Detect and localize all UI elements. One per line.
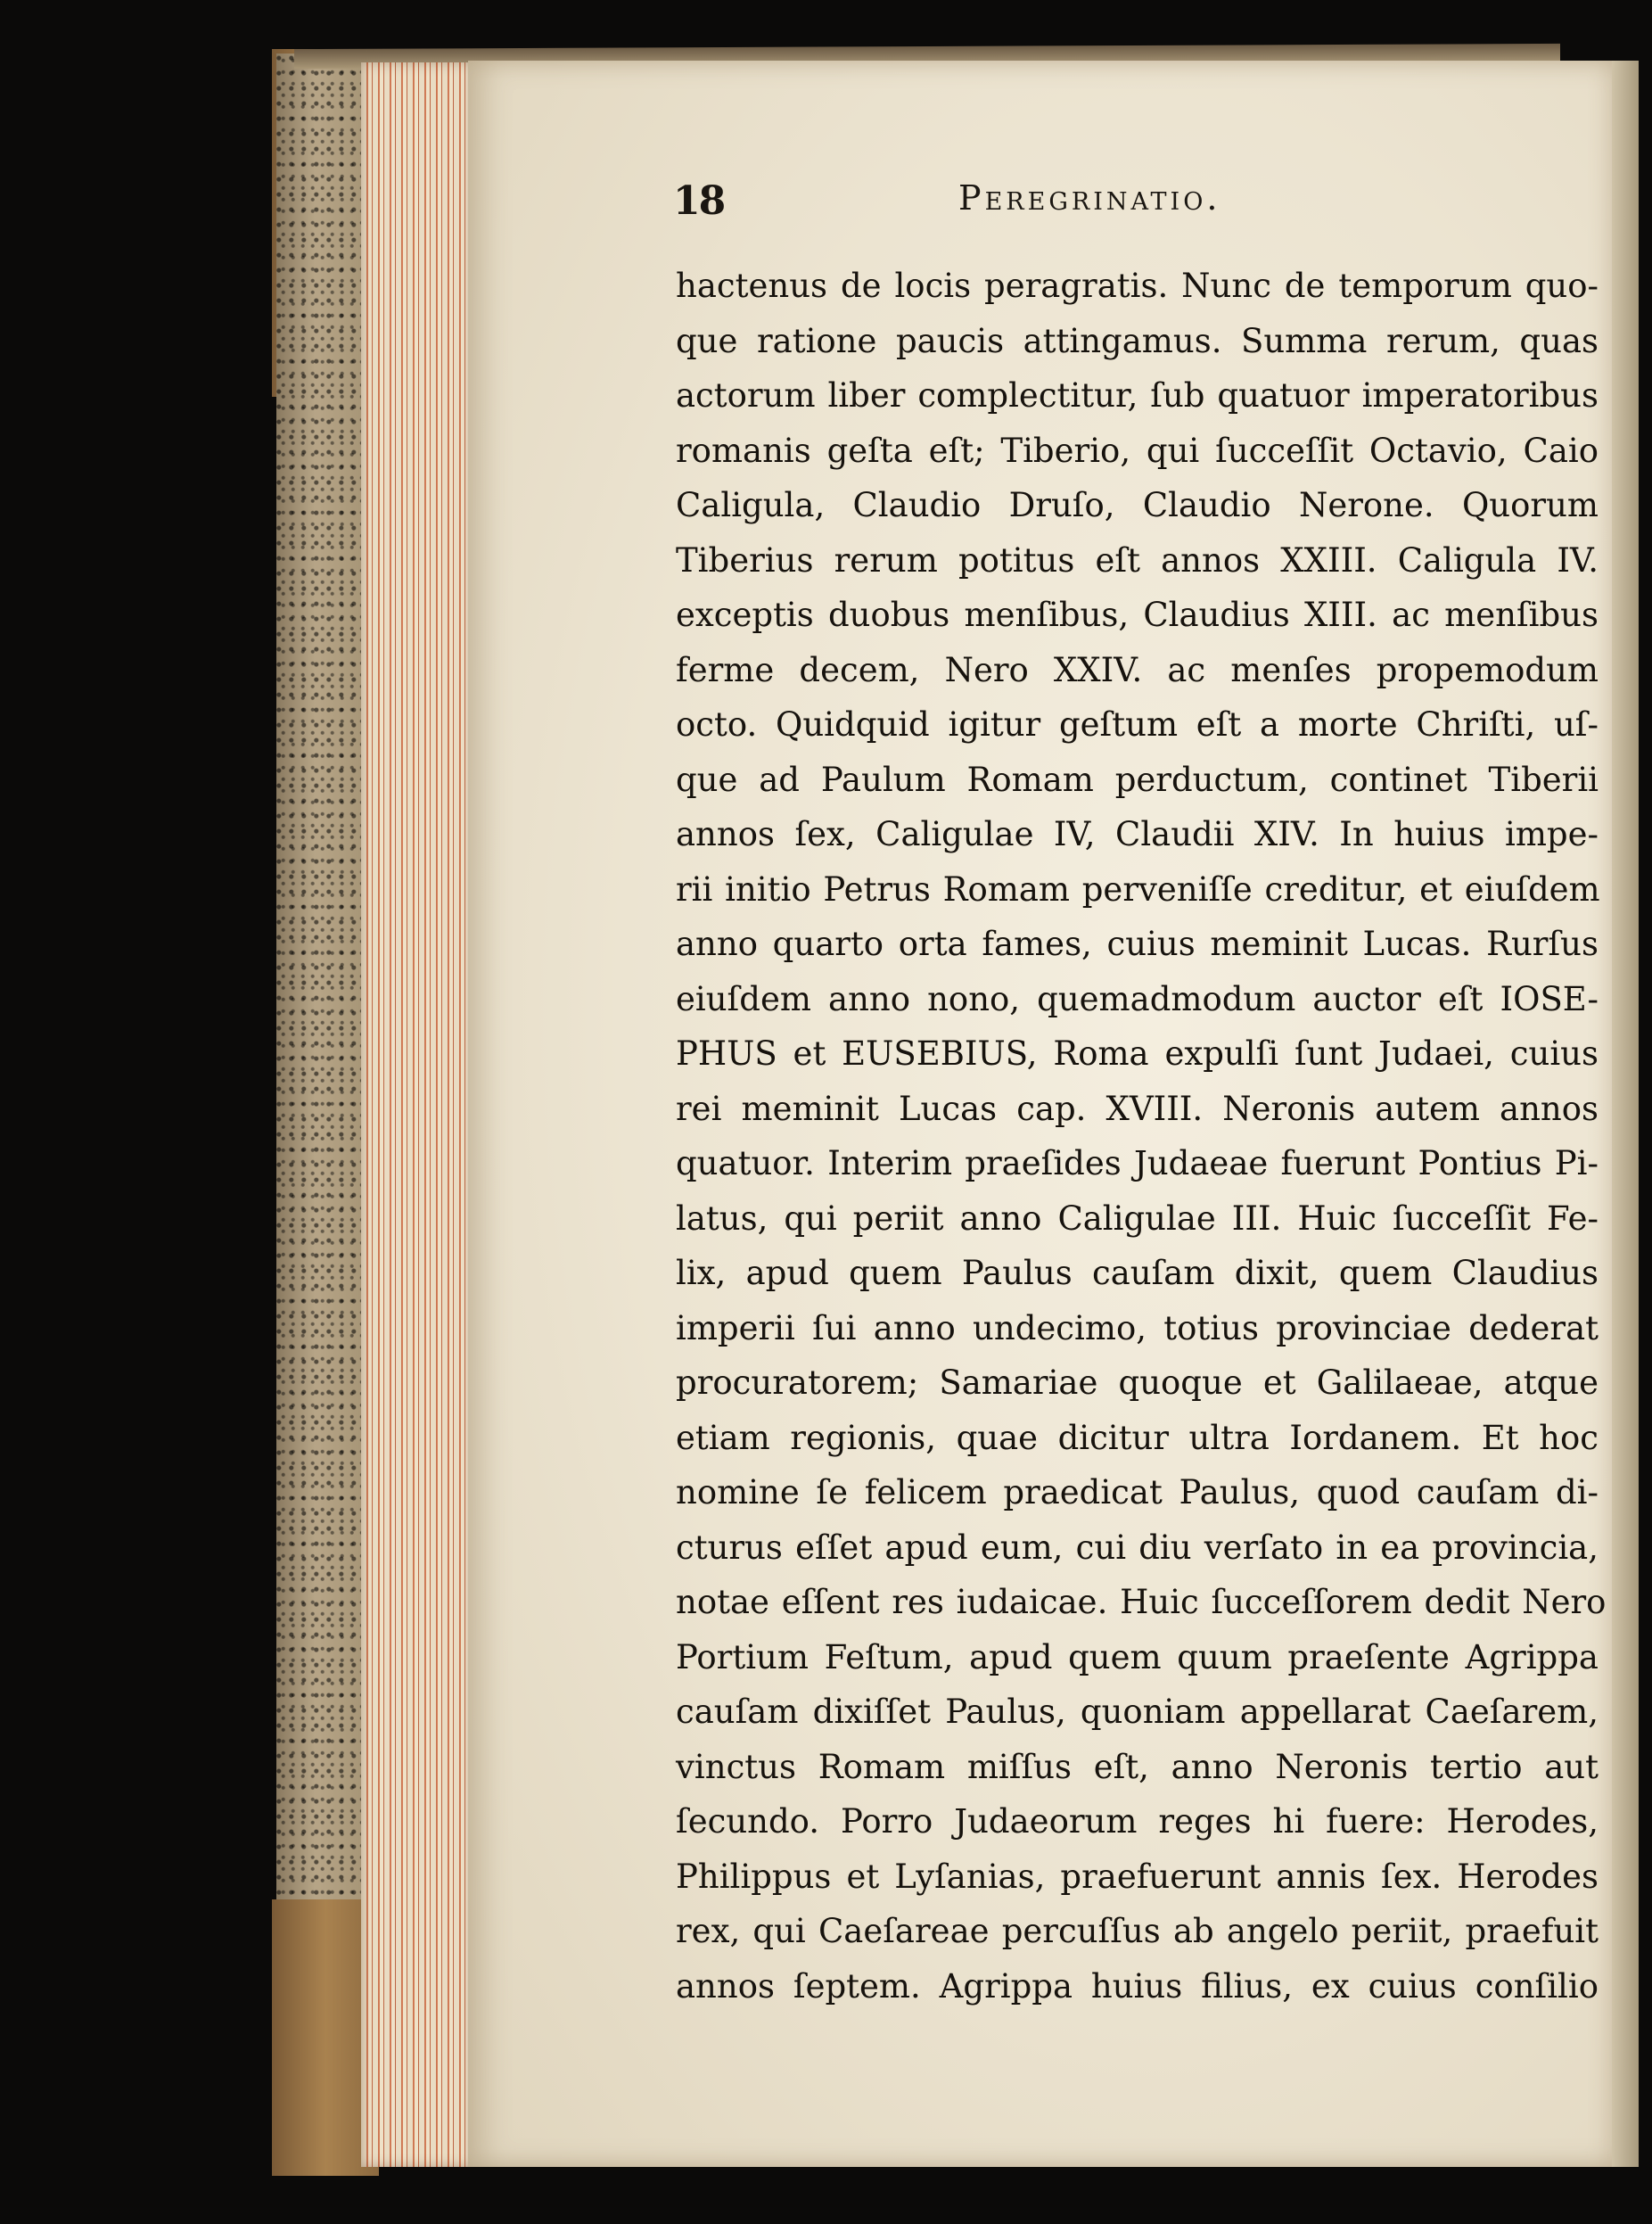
text-line: quatuor. Interim praeſides Judaeae fuerunt Pontius Pi- xyxy=(676,1144,1599,1182)
text-line: actorum liber complectitur, ſub quatuor imperatoribus xyxy=(676,376,1599,415)
text-line: Caligula, Claudio Druſo, Claudio Nerone. Quorum xyxy=(676,486,1599,524)
body-text xyxy=(676,259,1607,2014)
text-line: procuratorem; Samariae quoque et Galilaeae, atque xyxy=(676,1363,1599,1402)
text-line: latus, qui periit anno Caligulae III. Huic ſucceſſit Fe- xyxy=(676,1198,1599,1238)
speckled-endpaper xyxy=(276,54,374,2176)
page-header xyxy=(673,178,1600,241)
text-line: Tiberius rerum potitus eſt annos XXIII. Caligula IV. xyxy=(676,540,1599,580)
text-line: que ad Paulum Romam perductum, continet Tiberii xyxy=(676,760,1599,799)
text-line: Philippus et Lyſanias, praefuerunt annis ſex. Herodes xyxy=(676,1857,1599,1896)
text-line: hactenus de locis peragratis. Nunc de temporum quo- xyxy=(676,267,1599,305)
text-line: etiam regionis, quae dicitur ultra Iordanem. Et hoc xyxy=(676,1418,1599,1457)
page-right-edge xyxy=(1612,61,1639,2167)
text-line: que ratione paucis attingamus. Summa rerum, quas xyxy=(676,321,1599,360)
text-line: octo. Quidquid igitur geſtum eſt a morte Chriſti, uſ- xyxy=(676,705,1599,744)
text-line: notae eſſent res iudaicae. Huic ſucceſſorem dedit Nero xyxy=(676,1583,1607,1621)
text-line: romanis geſta eſt; Tiberio, qui ſucceſſit Octavio, Caio xyxy=(676,431,1599,470)
text-line: lix, apud quem Paulus cauſam dixit, quem Claudius xyxy=(676,1254,1599,1292)
text-line: exceptis duobus menſibus, Claudius XIII. ac menſibus xyxy=(676,596,1599,634)
text-line: annos ſex, Caligulae IV, Claudii XIV. In huius impe- xyxy=(676,815,1599,853)
text-line: eiuſdem anno nono, quemadmodum auctor eſt IOSE- xyxy=(676,979,1599,1018)
text-line: Portium Feſtum, apud quem quum praeſente Agrippa xyxy=(676,1637,1599,1676)
text-line: annos ſeptem. Agrippa huius filius, ex cuius conſilio xyxy=(676,1966,1599,2006)
text-line: ferme decem, Nero XXIV. ac menſes propemodum xyxy=(676,650,1599,689)
text-line: rii initio Petrus Romam perveniſſe creditur, et eiuſdem xyxy=(676,869,1600,909)
text-line: vinctus Romam miſſus eſt, anno Neronis tertio aut xyxy=(676,1747,1599,1786)
text-line: imperii ſui anno undecimo, totius provinciae dederat xyxy=(676,1308,1599,1347)
text-line: rei meminit Lucas cap. XVIII. Neronis autem annos xyxy=(676,1089,1599,1128)
page-edges xyxy=(361,62,473,2167)
running-title: Peregrinatio. xyxy=(958,178,1221,218)
text-line: rex, qui Caeſareae percuſſus ab angelo periit, praefuit xyxy=(676,1912,1599,1950)
text-line: cauſam dixiſſet Paulus, quoniam appellarat Caeſarem, xyxy=(676,1693,1599,1731)
page-number: 18 xyxy=(673,178,725,224)
text-line: cturus eſſet apud eum, cui diu verſato in ea provincia, xyxy=(676,1528,1599,1567)
text-line: nomine ſe felicem praedicat Paulus, quod cauſam di- xyxy=(676,1473,1599,1511)
text-line: ſecundo. Porro Judaeorum reges hi fuere: Herodes, xyxy=(676,1802,1599,1841)
text-line: anno quarto orta fames, cuius meminit Lucas. Rurſus xyxy=(676,925,1599,963)
text-line: PHUS et EUSEBIUS, Roma expulſi ſunt Judaei, cuius xyxy=(676,1034,1599,1073)
